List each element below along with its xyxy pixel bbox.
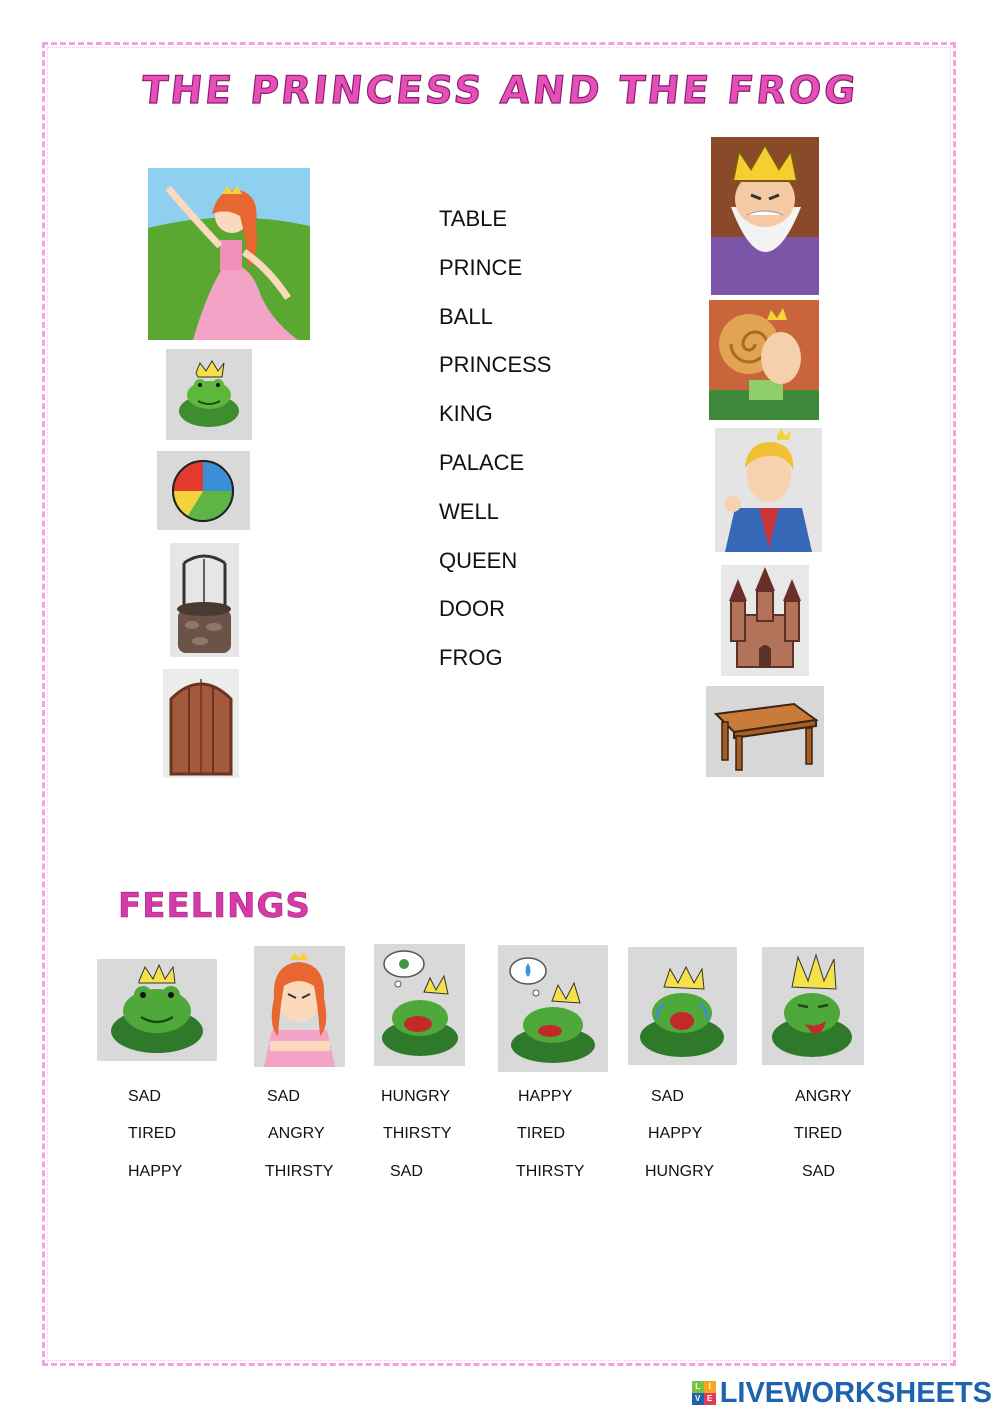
word-item: FROG (439, 645, 503, 671)
word-item: TABLE (439, 206, 508, 231)
logo-icon (692, 1381, 716, 1405)
feeling-option: SAD (390, 1163, 423, 1180)
ball-picture (157, 451, 250, 530)
queen-picture (709, 300, 819, 420)
frog-picture (166, 349, 252, 440)
word-list (439, 200, 551, 688)
feeling-option: THIRSTY (265, 1163, 334, 1180)
well-picture (170, 543, 239, 657)
logo-text: LIVEWORKSHEETS (719, 1376, 992, 1409)
feeling-option: HAPPY (518, 1088, 573, 1105)
logo-letter: V (692, 1393, 704, 1405)
word-item: QUEEN (439, 547, 518, 573)
king-picture (711, 137, 819, 295)
feeling-option: ANGRY (795, 1088, 852, 1105)
frog-happy-picture (97, 959, 217, 1061)
feeling-option: TIRED (517, 1125, 565, 1142)
word-item: DOOR (439, 596, 505, 622)
door-picture (163, 669, 239, 778)
feeling-option: SAD (267, 1088, 300, 1105)
feeling-option: TIRED (794, 1125, 842, 1142)
logo-letter: E (704, 1393, 716, 1405)
word-item: PALACE (439, 449, 525, 475)
frog-hungry-picture (374, 944, 465, 1066)
feelings-title: FEELINGS (118, 886, 311, 926)
palace-picture (721, 565, 809, 676)
table-picture (706, 686, 824, 777)
feeling-option: HUNGRY (645, 1163, 715, 1180)
feeling-option: HAPPY (128, 1163, 183, 1180)
feeling-option: HAPPY (648, 1125, 703, 1142)
feeling-option: SAD (128, 1088, 161, 1105)
frog-thirsty-picture (498, 945, 608, 1072)
word-item: PRINCESS (439, 352, 552, 378)
frog-tired-picture (762, 947, 864, 1065)
princess-picture (148, 168, 310, 340)
worksheet-title: THE PRINCESS AND THE FROG (139, 68, 861, 112)
liveworksheets-logo[interactable] (692, 1376, 992, 1410)
word-item: WELL (439, 498, 499, 524)
feeling-option: SAD (802, 1163, 835, 1180)
feeling-option: HUNGRY (381, 1088, 451, 1105)
feeling-option: TIRED (128, 1125, 176, 1142)
word-item: BALL (439, 303, 493, 329)
logo-letter: L (692, 1381, 704, 1393)
frog-sad-picture (628, 947, 737, 1065)
word-item: PRINCE (439, 254, 523, 280)
princess-angry-picture (254, 946, 345, 1067)
feeling-option: THIRSTY (383, 1125, 452, 1142)
feeling-option: ANGRY (268, 1125, 325, 1142)
logo-letter: I (704, 1381, 716, 1393)
feeling-option: THIRSTY (516, 1163, 585, 1180)
prince-picture (715, 428, 822, 552)
word-item: KING (439, 401, 493, 427)
feeling-option: SAD (651, 1088, 684, 1105)
